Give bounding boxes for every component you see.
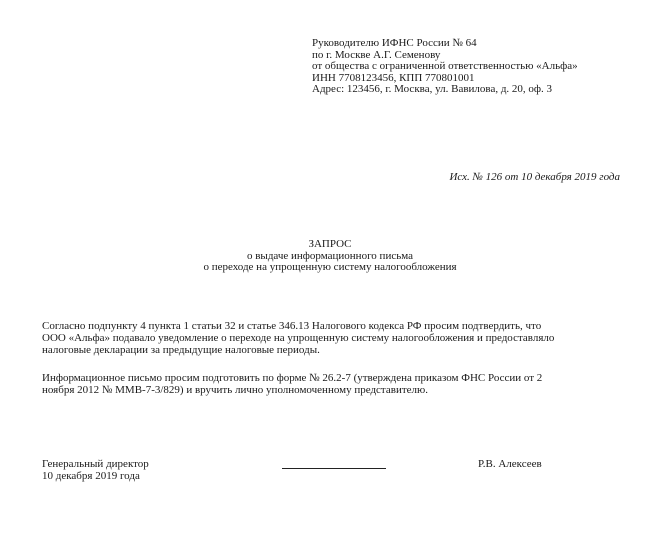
document-title-block: [0, 239, 660, 274]
document-subtitle: о выдаче информационного письма: [246, 249, 413, 262]
signatory-name: Р.В. Алексеев: [478, 458, 542, 470]
body-paragraph-2: [42, 373, 642, 397]
paragraph-line: ноября 2012 № ММВ-7-3/829) и вручить лично уполномоченному представителю.: [42, 383, 428, 396]
document-subtitle: о переходе на упрощенную систему налогообложения: [203, 261, 457, 274]
signatory-position: Генеральный директор: [42, 458, 149, 470]
signature-line: [282, 468, 386, 469]
paragraph-line: налоговые декларации за предыдущие налоговые периоды.: [42, 343, 320, 356]
document-title: ЗАПРОС: [308, 238, 352, 250]
paragraph-line: Согласно подпункту 4 пункта 1 статьи 32 и статье 346.13 Налогового кодекса РФ просим подтвердить, что: [42, 320, 542, 332]
addressee-line: по г. Москве А.Г. Семенову: [312, 48, 441, 61]
addressee-block: [312, 38, 578, 96]
signature-date: 10 декабря 2019 года: [42, 470, 140, 482]
body-paragraph-1: [42, 321, 642, 356]
addressee-line: Адрес: 123456, г. Москва, ул. Вавилова, д. 20, оф. 3: [312, 83, 553, 96]
addressee-line: от общества с ограниченной ответственностью «Альфа»: [312, 60, 578, 73]
paragraph-line: Информационное письмо просим подготовить по форме № 26.2-7 (утверждена приказом ФНС России от 2: [42, 372, 543, 384]
outgoing-reference: Исх. № 126 от 10 декабря 2019 года: [449, 171, 620, 183]
addressee-line: ИНН 7708123456, КПП 770801001: [312, 71, 475, 84]
paragraph-line: ООО «Альфа» подавало уведомление о переходе на упрощенную систему налогообложения и предоставляло: [42, 331, 555, 344]
addressee-line: Руководителю ИФНС России № 64: [312, 37, 477, 49]
